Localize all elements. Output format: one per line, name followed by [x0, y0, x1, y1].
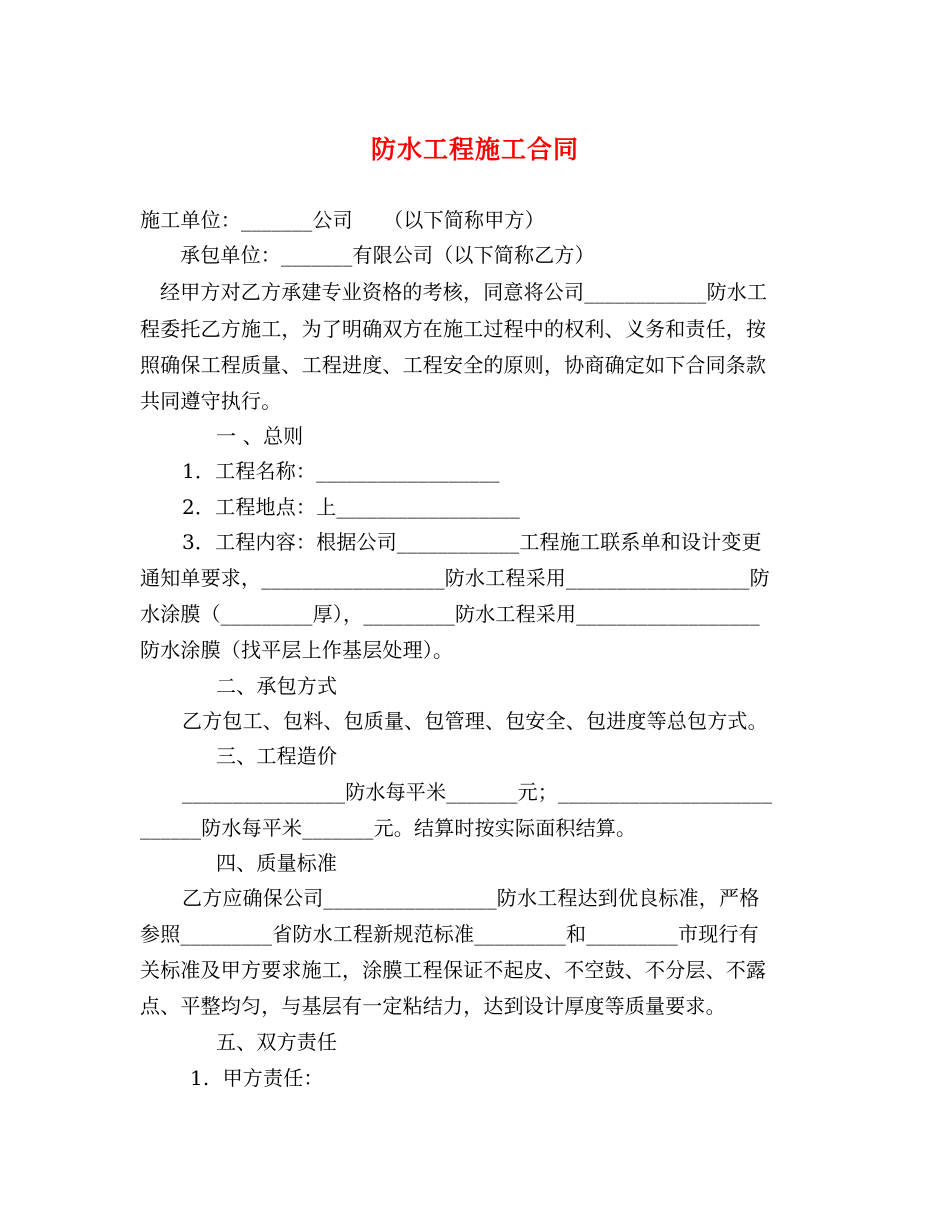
- quality-text: 点、平整均匀，与基层有一定粘结力，达到设计厚度等质量要求。: [140, 994, 726, 1018]
- cost-text: ______防水每平米_______元。结算时按实际面积结算。: [140, 816, 637, 840]
- section-heading-general: 一 、总则: [216, 424, 304, 448]
- clause-project-location: 2．工程地点：上__________________: [182, 495, 520, 519]
- cost-text: ________________防水每平米_______元；_____________________: [182, 780, 773, 804]
- intro-paragraph-line: 经甲方对乙方承建专业资格的考核，同意将公司____________防水工: [160, 280, 768, 304]
- section-heading-quality: 四、质量标准: [216, 851, 338, 875]
- document-title: 防水工程施工合同: [370, 135, 579, 164]
- party-b-line: 承包单位：_______有限公司（以下简称乙方）: [180, 243, 595, 267]
- quality-text: 乙方应确保公司_________________防水工程达到优良标准，严格: [182, 886, 760, 910]
- clause-project-content: 通知单要求，__________________防水工程采用__________________防: [140, 566, 770, 590]
- quality-text: 关标准及甲方要求施工，涂膜工程保证不起皮、不空鼓、不分层、不露: [140, 958, 767, 982]
- intro-paragraph-line: 照确保工程质量、工程进度、工程安全的原则，协商确定如下合同条款: [140, 353, 767, 377]
- contract-mode-text: 乙方包工、包料、包质量、包管理、包安全、包进度等总包方式。: [182, 709, 768, 733]
- clause-project-content: 防水涂膜（找平层上作基层处理）。: [140, 638, 454, 662]
- party-a-line: 施工单位：_______公司 （以下简称甲方）: [140, 208, 545, 232]
- section-heading-responsibilities: 五、双方责任: [216, 1030, 338, 1054]
- quality-text: 参照_________省防水工程新规范标准_________和_________市现行有: [140, 922, 759, 946]
- intro-paragraph-line: 程委托乙方施工，为了明确双方在施工过程中的权利、义务和责任，按: [140, 317, 767, 341]
- section-heading-cost: 三、工程造价: [216, 744, 338, 768]
- section-heading-contract-mode: 二、承包方式: [216, 674, 338, 698]
- clause-project-content: 水涂膜（_________厚），_________防水工程采用__________________: [140, 602, 760, 626]
- clause-project-content: 3．工程内容：根据公司____________工程施工联系单和设计变更: [182, 530, 762, 554]
- clause-party-a-responsibility: 1. 甲方责任：: [190, 1066, 324, 1090]
- intro-paragraph-line: 共同遵守执行。: [140, 389, 282, 413]
- clause-project-name: 1．工程名称：__________________: [182, 459, 500, 483]
